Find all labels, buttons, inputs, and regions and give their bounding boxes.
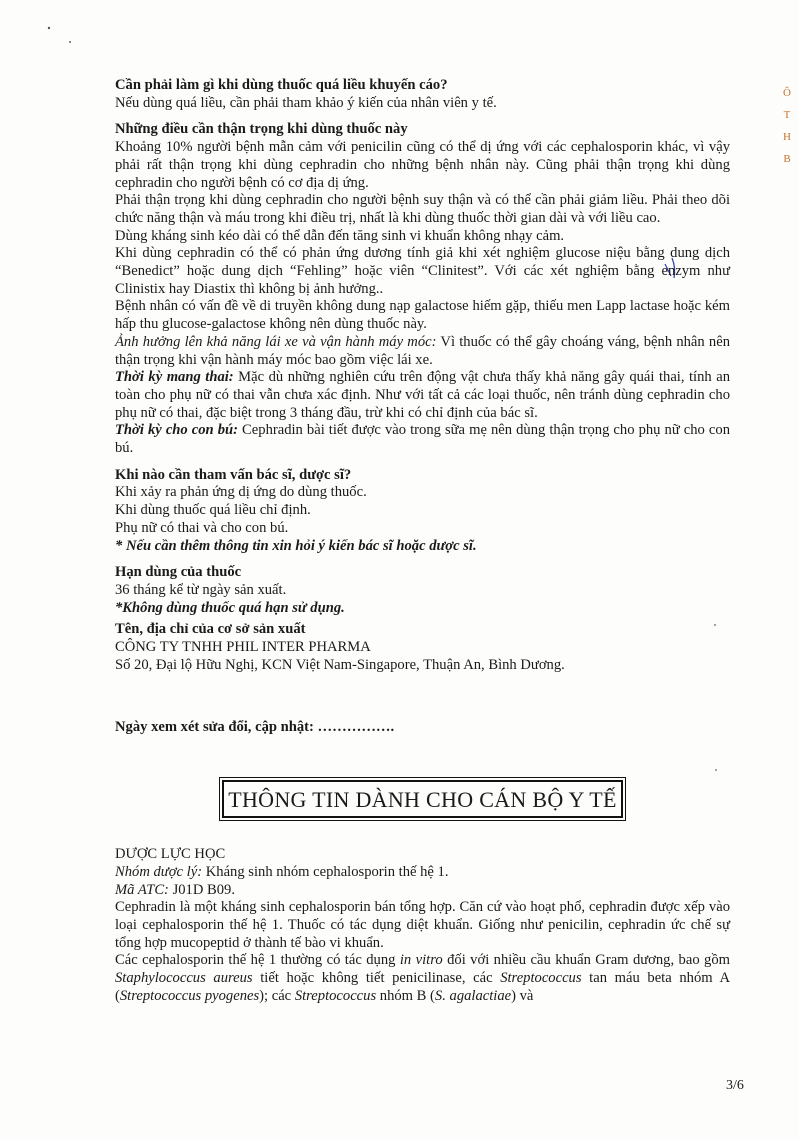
manufacturer-title: Tên, địa chỉ của cơ sở sản xuất bbox=[115, 621, 306, 638]
precautions-title: Những điều cần thận trọng khi dùng thuốc này bbox=[115, 121, 408, 138]
review-label: Ngày xem xét sửa đổi, cập nhật: bbox=[115, 718, 314, 735]
manufacturer-address: Số 20, Đại lộ Hữu Nghị, KCN Việt Nam-Singapore, Thuận An, Bình Dương. bbox=[115, 656, 565, 673]
expiry-note: *Không dùng thuốc quá hạn sử dụng. bbox=[115, 599, 345, 616]
pharm-p2-italic: S. agalactiae bbox=[434, 987, 512, 1004]
pharm-p2 bbox=[115, 952, 730, 1005]
pharm-p2-italic: Streptococcus bbox=[294, 987, 377, 1004]
expiry-text: 36 tháng kể từ ngày sản xuất. bbox=[115, 581, 287, 598]
overdose-text: Nếu dùng quá liều, cần phải tham khảo ý kiến của nhân viên y tế. bbox=[115, 94, 497, 111]
pharm-group-line bbox=[115, 864, 730, 882]
pharm-p2-italic: Staphylococcus aureus bbox=[115, 970, 253, 987]
precautions-p2: Phải thận trọng khi dùng cephradin cho người bệnh suy thận và có thể cần phải giảm liều. Phải theo dõi chức năng thận và máu trong khi điều trị, nhất là khi dùng thuốc thời gian dài và với liều cao. bbox=[115, 192, 730, 226]
pharm-p2-text: đối với nhiều cầu khuẩn Gram dương, bao gồm bbox=[442, 952, 730, 969]
precautions-p5: Bệnh nhân có vấn đề về di truyền không dung nạp galactose hiếm gặp, thiếu men Lapp lactase hoặc kém hấp thu glucose-galactose không nên dùng thuốc này. bbox=[115, 298, 730, 333]
side-stamp-marks bbox=[780, 82, 794, 170]
side-mark: B bbox=[783, 153, 791, 165]
pharm-p2-text: tan máu beta nhóm A ( bbox=[115, 970, 730, 1004]
pharm-group-label: Nhóm dược lý: bbox=[115, 863, 203, 880]
pharmacodynamics-title: DƯỢC LỰC HỌC bbox=[115, 846, 226, 863]
driving-paragraph bbox=[115, 334, 730, 369]
pharm-p2-italic: Streptococcus pyogenes bbox=[119, 987, 260, 1004]
pharm-p1: Cephradin là một kháng sinh cephalosporin bán tổng hợp. Căn cứ vào hoạt phổ, cephradin được xếp vào loại cephalosporin thế hệ 1. Thuốc có tác dụng diệt khuẩn. Giống như penicilin, cephradin ức chế sự tổng hợp mucopeptid ở thành tế bào vi khuẩn. bbox=[115, 899, 730, 951]
driving-text: Vì thuốc có thể gây choáng váng, bệnh nhân nên thận trọng khi vận hành máy móc bao gồm việc lái xe. bbox=[115, 333, 730, 368]
expiry-title: Hạn dùng của thuốc bbox=[115, 564, 242, 581]
pharm-group-text: Kháng sinh nhóm cephalosporin thế hệ 1. bbox=[202, 863, 449, 880]
lactation-paragraph bbox=[115, 422, 730, 457]
atc-text: J01D B09. bbox=[168, 881, 236, 898]
professional-info-box: THÔNG TIN DÀNH CHO CÁN BỘ Y TẾ bbox=[222, 780, 623, 818]
pregnancy-paragraph bbox=[115, 369, 730, 422]
atc-line bbox=[115, 882, 730, 900]
lactation-text: Cephradin bài tiết được vào trong sữa mẹ nên dùng thận trọng cho phụ nữ cho con bú. bbox=[115, 422, 730, 457]
review-date-line bbox=[115, 719, 730, 737]
page-number: 3/6 bbox=[726, 1078, 744, 1093]
pharm-p2-text: ); các bbox=[259, 987, 295, 1004]
consult-item: Khi dùng thuốc quá liều chỉ định. bbox=[115, 502, 311, 519]
pharm-p2-italic: Streptococcus bbox=[500, 970, 582, 987]
side-mark: T bbox=[783, 109, 791, 121]
driving-label: Ảnh hưởng lên khả năng lái xe và vận hành máy móc: bbox=[115, 333, 437, 350]
consult-item: Phụ nữ có thai và cho con bú. bbox=[115, 519, 289, 536]
manufacturer-name: CÔNG TY TNHH PHIL INTER PHARMA bbox=[115, 639, 371, 656]
professional-info-box-wrap bbox=[115, 780, 730, 818]
pharm-p2-text: Các cephalosporin thế hệ 1 thường có tác dụng bbox=[115, 952, 400, 969]
consult-title: Khi nào cần tham vấn bác sĩ, dược sĩ? bbox=[115, 466, 352, 483]
pharm-p2-text: ) và bbox=[511, 987, 534, 1004]
pharm-p2-text: nhóm B ( bbox=[376, 987, 435, 1004]
lactation-label: Thời kỳ cho con bú: bbox=[115, 422, 238, 439]
pregnancy-text: Mặc dù những nghiên cứu trên động vật chưa thấy khả năng gây quái thai, tính an toàn cho phụ nữ có thai vẫn chưa xác định. Như với tất cả các loại thuốc, nên tránh dùng cephradin cho phụ nữ có thai, đặc biệt trong 3 tháng đầu, trừ khi có chỉ định của bác sĩ. bbox=[115, 369, 730, 421]
review-value: ……………. bbox=[313, 718, 395, 735]
side-mark: H bbox=[783, 131, 791, 143]
side-mark: Ô bbox=[783, 87, 791, 99]
pharm-p2-italic: in vitro bbox=[399, 952, 443, 969]
overdose-title: Cần phải làm gì khi dùng thuốc quá liều khuyến cáo? bbox=[115, 77, 448, 93]
precautions-p1: Khoảng 10% người bệnh mẫn cảm với penicilin cũng có thể dị ứng với các cephalosporin khác, vì vậy phải rất thận trọng khi dùng cephradin cho những bệnh nhân này. Cũng phải thận trọng khi dùng cephradin cho người bệnh có cơ địa dị ứng. bbox=[115, 139, 730, 191]
precautions-p4: Khi dùng cephradin có thể có phản ứng dương tính giả khi xét nghiệm glucose niệu bằng dung dịch “Benedict” hoặc dung dịch “Fehling” hoặc viên “Clinitest”. Với các xét nghiệm bằng enzym như Clinistix hay Diastix thì không bị ảnh hưởng.. bbox=[115, 245, 730, 297]
consult-note: * Nếu cần thêm thông tin xin hỏi ý kiến bác sĩ hoặc dược sĩ. bbox=[115, 537, 477, 554]
pharm-p2-text: tiết hoặc không tiết penicilinase, các bbox=[252, 970, 501, 987]
pregnancy-label: Thời kỳ mang thai: bbox=[115, 369, 234, 386]
precautions-p3: Dùng kháng sinh kéo dài có thể dẫn đến tăng sinh vi khuẩn không nhạy cảm. bbox=[115, 227, 565, 244]
atc-label: Mã ATC: bbox=[115, 881, 169, 898]
consult-item: Khi xảy ra phản ứng dị ứng do dùng thuốc. bbox=[115, 484, 367, 501]
document-page bbox=[115, 77, 730, 1006]
